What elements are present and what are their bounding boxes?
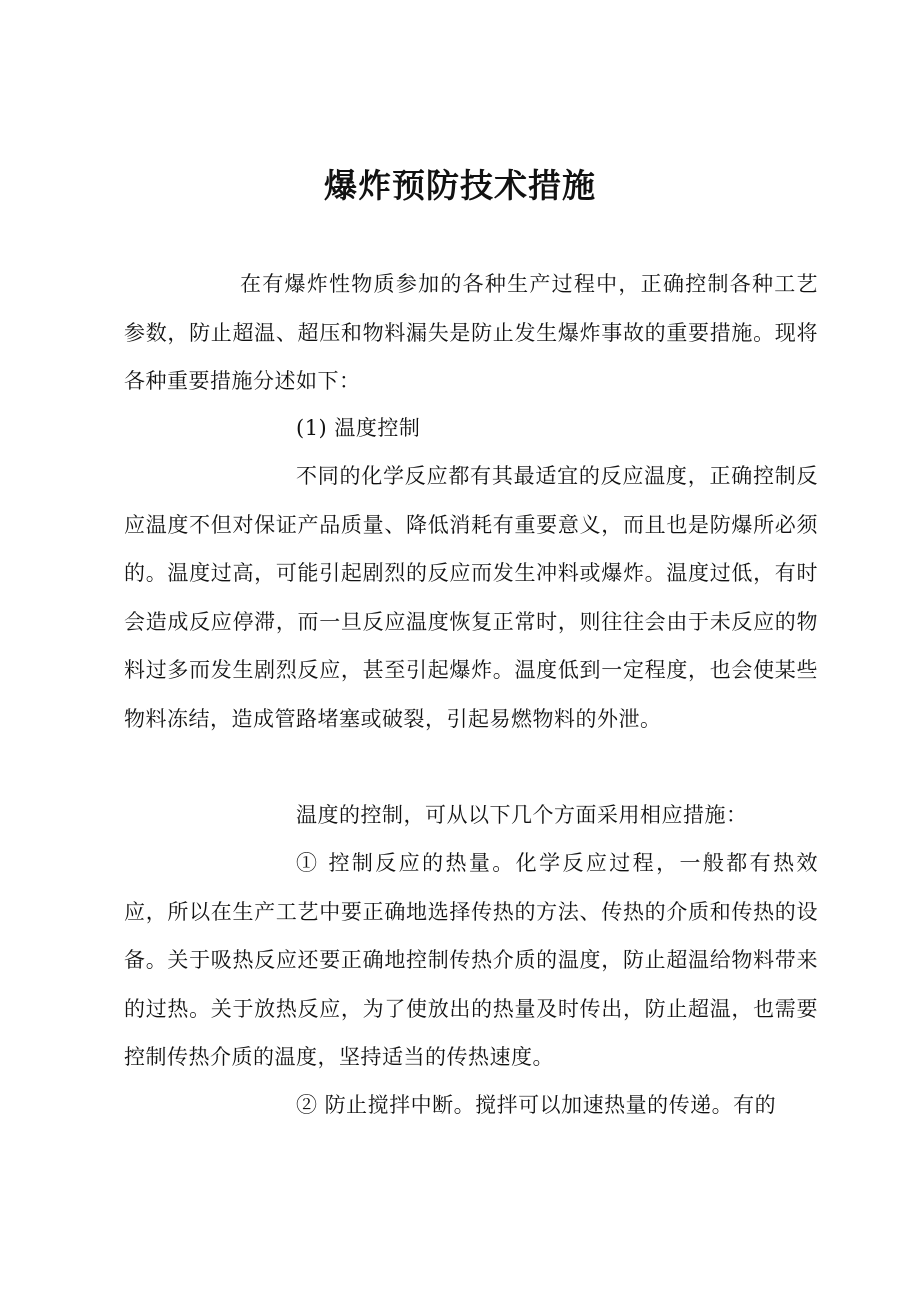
measure-2-paragraph: ② 防止搅拌中断。搅拌可以加速热量的传递。有的 [296,1093,777,1117]
intro-paragraph: 在有爆炸性物质参加的各种生产过程中，正确控制各种工艺参数，防止超温、超压和物料漏失是防止发生爆炸事故的重要措施。现将各种重要措施分述如下： [124,272,818,393]
document-title: 爆炸预防技术措施 [324,166,596,205]
temperature-body-paragraph: 不同的化学反应都有其最适宜的反应温度，正确控制反应温度不但对保证产品质量、降低消耗有重要意义，而且也是防爆所必须的。温度过高，可能引起剧烈的反应而发生冲料或爆炸。温度过低，有时会造成反应停滞，而一旦反应温度恢复正常时，则往往会由于未反应的物料过多而发生剧烈反应，甚至引起爆炸。温度低到一定程度，也会使某些物料冻结，造成管路堵塞或破裂，引起易燃物料的外泄。 [124,464,818,731]
measure-1-paragraph: ① 控制反应的热量。化学反应过程，一般都有热效应，所以在生产工艺中要正确地选择传热的方法、传热的介质和传热的设备。关于吸热反应还要正确地控制传热介质的温度，防止超温给物料带来的过热。关于放热反应，为了使放出的热量及时传出，防止超温，也需要控制传热介质的温度，坚持适当的传热速度。 [124,851,818,1069]
temperature-measures-intro: 温度的控制，可从以下几个方面采用相应措施： [296,803,748,827]
section-heading-temperature-control: (1) 温度控制 [296,416,421,440]
